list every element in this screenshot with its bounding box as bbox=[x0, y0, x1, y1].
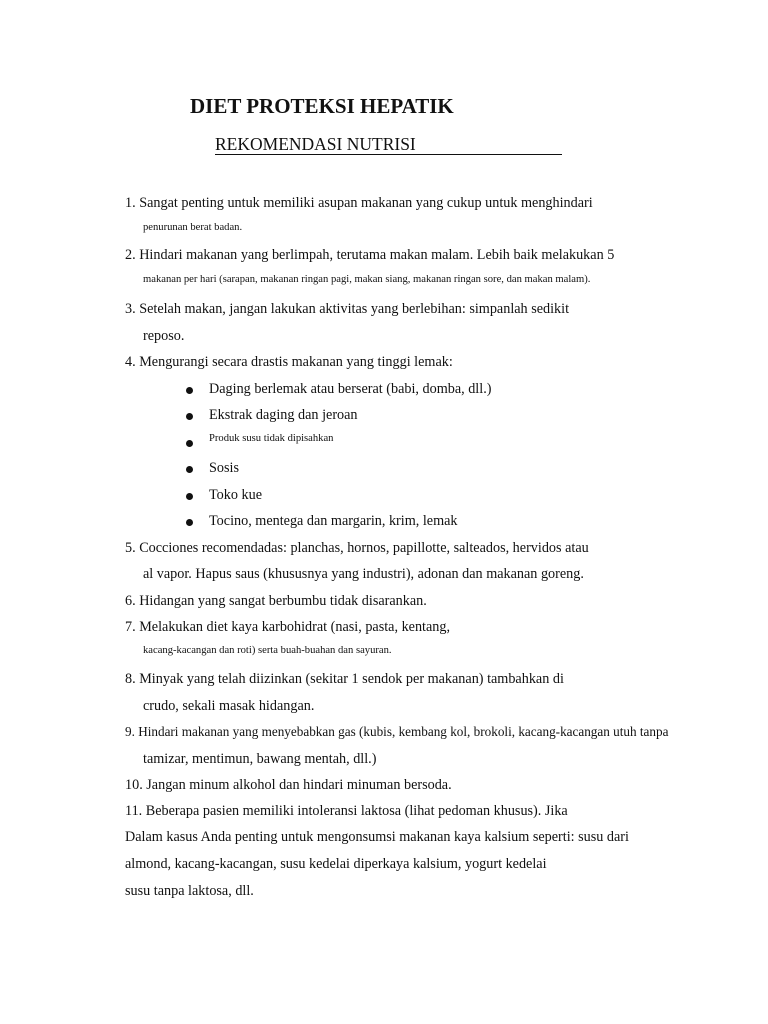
page-subtitle: REKOMENDASI NUTRISI bbox=[215, 134, 416, 154]
item-7-line-1: 7. Melakukan diet kaya karbohidrat (nasi, pasta, kentang, bbox=[125, 619, 451, 635]
bullet-item: Daging berlemak atau berserat (babi, domba, dll.) bbox=[209, 381, 492, 397]
bullet-item: Sosis bbox=[209, 460, 239, 476]
item-9-line-1: 9. Hindari makanan yang menyebabkan gas (kubis, kembang kol, brokoli, kacang-kacangan utuh tanpa bbox=[125, 724, 669, 739]
item-9-line-2: tamizar, mentimun, bawang mentah, dll.) bbox=[143, 751, 377, 767]
page-title: DIET PROTEKSI HEPATIK bbox=[190, 94, 454, 118]
bullet-dot bbox=[186, 413, 193, 420]
item-11-line-4: susu tanpa laktosa, dll. bbox=[125, 883, 254, 899]
bullet-dot bbox=[186, 493, 193, 500]
bullet-item: Toko kue bbox=[209, 487, 262, 503]
item-10-line-1: 10. Jangan minum alkohol dan hindari minuman bersoda. bbox=[125, 777, 452, 793]
item-1-line-2: penurunan berat badan. bbox=[143, 222, 243, 233]
bullet-dot bbox=[186, 519, 193, 526]
item-8-line-1: 8. Minyak yang telah diizinkan (sekitar 1 sendok per makanan) tambahkan di bbox=[125, 671, 564, 687]
item-3-line-1: 3. Setelah makan, jangan lakukan aktivitas yang berlebihan: simpanlah sedikit bbox=[125, 301, 570, 317]
bullet-item: Ekstrak daging dan jeroan bbox=[209, 407, 358, 423]
item-5-line-2: al vapor. Hapus saus (khususnya yang industri), adonan dan makanan goreng. bbox=[143, 566, 584, 582]
item-11-line-3: almond, kacang-kacangan, susu kedelai diperkaya kalsium, yogurt kedelai bbox=[125, 856, 547, 872]
item-2-line-2: makanan per hari (sarapan, makanan ringan pagi, makan siang, makanan ringan sore, dan makan malam). bbox=[143, 274, 591, 285]
bullet-dot bbox=[186, 440, 193, 447]
item-11-line-2: Dalam kasus Anda penting untuk mengonsumsi makanan kaya kalsium seperti: susu dari bbox=[125, 829, 629, 845]
item-2-line-1: 2. Hindari makanan yang berlimpah, terutama makan malam. Lebih baik melakukan 5 bbox=[125, 247, 615, 263]
item-1-line-1: 1. Sangat penting untuk memiliki asupan makanan yang cukup untuk menghindari bbox=[125, 195, 593, 211]
item-11-line-1: 11. Beberapa pasien memiliki intoleransi laktosa (lihat pedoman khusus). Jika bbox=[125, 803, 568, 819]
item-5-line-1: 5. Cocciones recomendadas: planchas, hornos, papillotte, salteados, hervidos atau bbox=[125, 540, 589, 556]
bullet-item: Tocino, mentega dan margarin, krim, lemak bbox=[209, 513, 458, 529]
bullet-dot bbox=[186, 387, 193, 394]
bullet-dot bbox=[186, 466, 193, 473]
item-4-line-1: 4. Mengurangi secara drastis makanan yang tinggi lemak: bbox=[125, 354, 453, 370]
item-6-line-1: 6. Hidangan yang sangat berbumbu tidak disarankan. bbox=[125, 593, 427, 609]
item-3-line-2: reposo. bbox=[143, 328, 185, 344]
subtitle-underline bbox=[215, 154, 562, 155]
item-8-line-2: crudo, sekali masak hidangan. bbox=[143, 698, 315, 714]
bullet-item: Produk susu tidak dipisahkan bbox=[209, 433, 334, 444]
item-7-line-2: kacang-kacangan dan roti) serta buah-buahan dan sayuran. bbox=[143, 645, 392, 656]
